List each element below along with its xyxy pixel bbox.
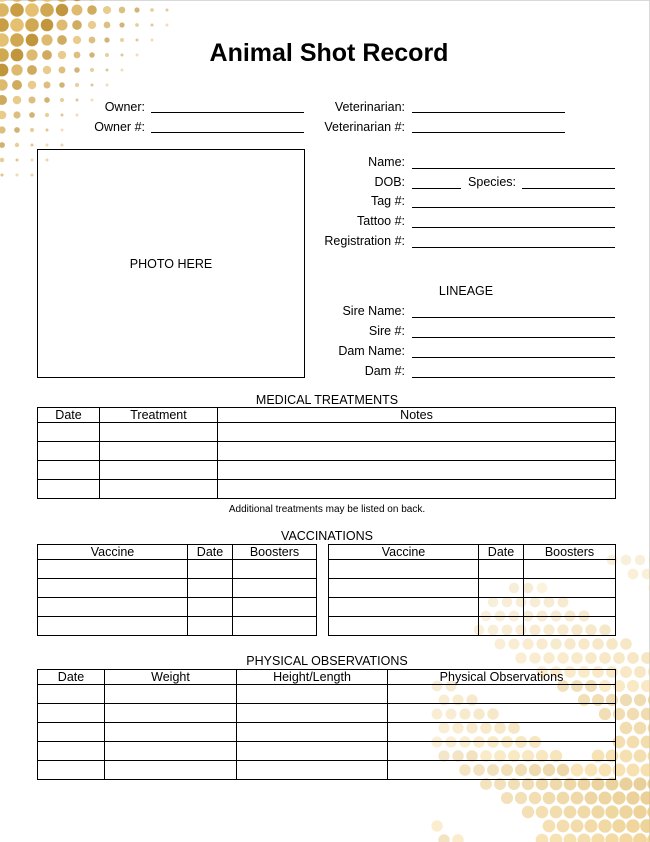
table-row — [38, 617, 317, 636]
decorative-dot — [571, 792, 584, 805]
column-header-physical-observations: Physical Observations — [388, 670, 616, 685]
table-cell[interactable] — [38, 598, 188, 617]
decorative-dot — [536, 638, 547, 649]
species-label: Species: — [468, 175, 516, 189]
column-header-vaccine: Vaccine — [38, 545, 188, 560]
decorative-dot — [578, 638, 589, 649]
tattoo-label: Tattoo #: — [357, 214, 405, 228]
table-cell[interactable] — [233, 579, 317, 598]
photo-placeholder-label: PHOTO HERE — [129, 256, 213, 271]
table-cell[interactable] — [233, 560, 317, 579]
name-line[interactable] — [412, 168, 615, 169]
column-header-date: Date — [479, 545, 524, 560]
decorative-dot — [529, 792, 541, 804]
decorative-dot — [627, 736, 640, 749]
decorative-dot — [501, 792, 513, 804]
decorative-dot — [619, 777, 632, 790]
table-row — [38, 423, 616, 442]
table-cell[interactable] — [38, 704, 105, 723]
owner-line[interactable] — [151, 112, 304, 113]
decorative-dot — [543, 652, 554, 663]
vaccinations-table-left — [37, 544, 317, 636]
owner-label: Owner: — [104, 100, 145, 114]
table-cell[interactable] — [479, 617, 524, 636]
table-cell[interactable] — [105, 723, 237, 742]
column-header-height-length: Height/Length — [237, 670, 388, 685]
table-row — [38, 761, 616, 780]
decorative-dot — [585, 792, 598, 805]
table-row — [38, 480, 616, 499]
decorative-dot — [557, 652, 568, 663]
decorative-dot — [641, 680, 650, 692]
table-cell[interactable] — [38, 742, 105, 761]
table-cell[interactable] — [218, 442, 616, 461]
decorative-dot — [634, 666, 646, 678]
decorative-dot — [571, 820, 584, 833]
table-cell[interactable] — [524, 598, 616, 617]
decorative-dot — [633, 805, 646, 818]
table-cell[interactable] — [38, 480, 100, 499]
table-cell[interactable] — [105, 742, 237, 761]
vaccinations-title: VACCINATIONS — [281, 529, 373, 543]
table-row — [329, 560, 616, 579]
table-cell[interactable] — [479, 560, 524, 579]
decorative-dot — [515, 792, 527, 804]
decorative-dot — [641, 708, 650, 720]
decorative-dot — [633, 833, 647, 842]
table-row — [38, 461, 616, 480]
decorative-dot — [606, 638, 618, 650]
table-cell[interactable] — [38, 579, 188, 598]
decorative-dot — [495, 639, 506, 650]
table-cell[interactable] — [188, 579, 233, 598]
decorative-dot — [571, 652, 583, 664]
veterinarian-number-line[interactable] — [412, 132, 565, 133]
table-header-row — [38, 670, 616, 685]
decorative-dot — [634, 694, 646, 706]
decorative-dot — [591, 805, 604, 818]
table-row — [38, 704, 616, 723]
table-cell[interactable] — [188, 560, 233, 579]
decorative-dot — [635, 555, 646, 566]
additional-treatments-note: Additional treatments may be listed on back. — [228, 504, 426, 515]
decorative-dot — [634, 750, 647, 763]
table-cell[interactable] — [388, 685, 616, 704]
table-cell[interactable] — [100, 423, 218, 442]
table-cell[interactable] — [237, 742, 388, 761]
species-line[interactable] — [522, 188, 615, 189]
table-header-row — [329, 545, 616, 560]
column-header-boosters: Boosters — [524, 545, 616, 560]
decorative-dot — [550, 638, 561, 649]
table-cell[interactable] — [218, 461, 616, 480]
table-cell[interactable] — [100, 442, 218, 461]
veterinarian-line[interactable] — [412, 112, 565, 113]
table-cell[interactable] — [237, 685, 388, 704]
table-cell[interactable] — [524, 560, 616, 579]
table-cell[interactable] — [233, 598, 317, 617]
decorative-dot — [627, 652, 639, 664]
decorative-dot — [627, 680, 639, 692]
decorative-dot — [536, 834, 549, 842]
decorative-dot — [522, 638, 533, 649]
physical-observations-table — [37, 669, 616, 780]
tag-label: Tag #: — [370, 194, 405, 208]
table-cell[interactable] — [237, 704, 388, 723]
table-cell[interactable] — [100, 480, 218, 499]
decorative-dot — [550, 806, 563, 819]
column-header-date: Date — [38, 408, 100, 423]
registration-line[interactable] — [412, 247, 615, 248]
decorative-dot — [543, 820, 556, 833]
table-cell[interactable] — [329, 579, 479, 598]
decorative-dot — [619, 833, 633, 842]
table-cell[interactable] — [388, 761, 616, 780]
page-title: Animal Shot Record — [209, 39, 449, 67]
medical-treatments-table — [37, 407, 616, 499]
column-header-notes: Notes — [218, 408, 616, 423]
dob-label: DOB: — [374, 175, 405, 189]
decorative-dot — [620, 694, 632, 706]
decorative-dot — [627, 708, 639, 720]
veterinarian-label: Veterinarian: — [334, 100, 405, 114]
decorative-dot — [591, 833, 604, 842]
column-header-weight: Weight — [105, 670, 237, 685]
decorative-dot — [641, 736, 650, 749]
name-label: Name: — [368, 155, 405, 169]
decorative-dot — [598, 819, 611, 832]
decorative-dot — [633, 777, 646, 790]
table-cell[interactable] — [329, 560, 479, 579]
decorative-dot — [557, 820, 570, 833]
decorative-dot — [612, 819, 625, 832]
table-cell[interactable] — [38, 617, 188, 636]
table-cell[interactable] — [388, 742, 616, 761]
decorative-dot — [452, 834, 464, 842]
table-cell[interactable] — [388, 723, 616, 742]
table-cell[interactable] — [524, 617, 616, 636]
table-row — [38, 742, 616, 761]
physical-observations-title: PHYSICAL OBSERVATIONS — [246, 654, 408, 668]
decorative-dot — [557, 792, 570, 805]
table-cell[interactable] — [38, 723, 105, 742]
dam-name-label: Dam Name: — [338, 344, 405, 358]
dam-number-label: Dam #: — [364, 364, 405, 378]
decorative-dot — [592, 638, 603, 649]
table-cell[interactable] — [38, 442, 100, 461]
table-cell[interactable] — [105, 685, 237, 704]
decorative-dot — [642, 569, 650, 580]
decorative-dot — [584, 819, 597, 832]
table-cell[interactable] — [329, 617, 479, 636]
table-row — [38, 579, 317, 598]
dam-number-line[interactable] — [412, 377, 615, 378]
table-row — [38, 442, 616, 461]
table-cell[interactable] — [479, 598, 524, 617]
decorative-dot — [640, 763, 650, 776]
table-cell[interactable] — [479, 579, 524, 598]
decorative-dot — [621, 555, 632, 566]
photo-box[interactable] — [37, 149, 305, 378]
table-row — [38, 685, 616, 704]
sire-number-line[interactable] — [412, 337, 615, 338]
decorative-dot — [634, 722, 647, 735]
decorative-dot — [605, 833, 618, 842]
column-header-date: Date — [38, 670, 105, 685]
table-header-row — [38, 545, 317, 560]
table-cell[interactable] — [38, 461, 100, 480]
table-header-row — [38, 408, 616, 423]
decorative-dot — [626, 763, 639, 776]
table-cell[interactable] — [100, 461, 218, 480]
decorative-dot — [620, 722, 633, 735]
table-row — [38, 560, 317, 579]
table-cell[interactable] — [38, 560, 188, 579]
decorative-dot — [613, 652, 625, 664]
decorative-dot — [577, 833, 590, 842]
decorative-dot — [522, 806, 534, 818]
owner-number-label: Owner #: — [94, 120, 145, 134]
table-cell[interactable] — [188, 598, 233, 617]
decorative-dot — [536, 806, 549, 819]
decorative-dot — [438, 834, 449, 842]
table-cell[interactable] — [218, 480, 616, 499]
dam-name-line[interactable] — [412, 357, 615, 358]
sire-name-label: Sire Name: — [342, 304, 405, 318]
table-cell[interactable] — [524, 579, 616, 598]
table-cell[interactable] — [188, 617, 233, 636]
vaccinations-table-right — [328, 544, 616, 636]
table-row — [329, 598, 616, 617]
decorative-dot — [529, 652, 540, 663]
decorative-dot — [508, 638, 519, 649]
table-cell[interactable] — [233, 617, 317, 636]
sire-name-line[interactable] — [412, 317, 615, 318]
decorative-dot — [619, 805, 632, 818]
medical-treatments-title: MEDICAL TREATMENTS — [255, 393, 399, 407]
decorative-dot — [564, 638, 575, 649]
decorative-dot — [564, 834, 577, 842]
table-cell[interactable] — [105, 761, 237, 780]
decorative-dot — [620, 638, 632, 650]
decorative-dot — [431, 820, 442, 831]
decorative-dot — [598, 791, 611, 804]
decorative-dot — [612, 791, 625, 804]
column-header-date: Date — [188, 545, 233, 560]
decorative-dot — [599, 652, 611, 664]
decorative-dot — [641, 652, 650, 664]
table-cell[interactable] — [38, 685, 105, 704]
lineage-title: LINEAGE — [438, 284, 494, 298]
tag-line[interactable] — [412, 207, 615, 208]
decorative-dot — [605, 805, 618, 818]
column-header-boosters: Boosters — [233, 545, 317, 560]
decorative-dot — [564, 806, 577, 819]
table-cell[interactable] — [105, 704, 237, 723]
table-cell[interactable] — [388, 704, 616, 723]
table-row — [38, 723, 616, 742]
decorative-dot — [515, 652, 526, 663]
decorative-dot — [577, 805, 590, 818]
decorative-dot — [543, 792, 556, 805]
owner-number-line[interactable] — [151, 132, 304, 133]
decorative-dot — [550, 834, 563, 842]
table-cell[interactable] — [38, 761, 105, 780]
table-cell[interactable] — [218, 423, 616, 442]
table-row — [329, 617, 616, 636]
table-cell[interactable] — [237, 761, 388, 780]
table-cell[interactable] — [237, 723, 388, 742]
dob-line[interactable] — [412, 188, 461, 189]
decorative-dot — [640, 819, 650, 833]
decorative-dot — [620, 666, 632, 678]
decorative-dot — [626, 791, 639, 804]
table-row — [329, 579, 616, 598]
column-header-treatment: Treatment — [100, 408, 218, 423]
decorative-dot — [620, 750, 633, 763]
table-cell[interactable] — [329, 598, 479, 617]
tattoo-line[interactable] — [412, 227, 615, 228]
table-cell[interactable] — [38, 423, 100, 442]
registration-label: Registration #: — [324, 234, 405, 248]
sire-number-label: Sire #: — [368, 324, 405, 338]
decorative-dot — [585, 652, 597, 664]
column-header-vaccine: Vaccine — [329, 545, 479, 560]
table-row — [38, 598, 317, 617]
decorative-dot — [628, 569, 639, 580]
decorative-dot — [626, 819, 640, 833]
decorative-dot — [640, 791, 650, 804]
veterinarian-number-label: Veterinarian #: — [324, 120, 405, 134]
